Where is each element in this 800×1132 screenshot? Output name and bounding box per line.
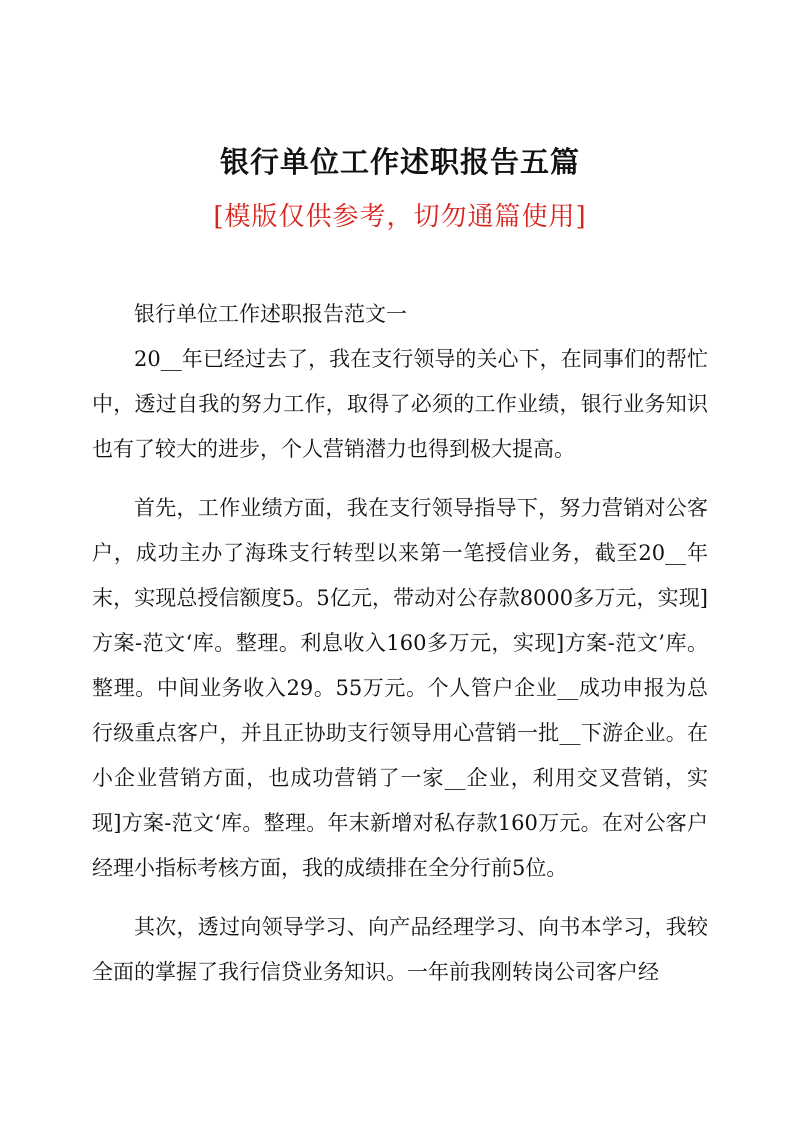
paragraph-1: 20__年已经过去了，我在支行领导的关心下，在同事们的帮忙中，透过自我的努力工作，取得了必须的工作业绩，银行业务知识也有了较大的进步，个人营销潜力也得到极大提高。	[92, 347, 708, 461]
section-heading: 银行单位工作述职报告范文一	[134, 302, 407, 326]
paragraph-3: 其次，透过向领导学习、向产品经理学习、向书本学习，我较全面的掌握了我行信贷业务知识。一年前我刚转岗公司客户经	[92, 915, 708, 984]
document-title: 银行单位工作述职报告五篇	[219, 145, 580, 179]
document-body	[92, 292, 708, 1009]
paragraph-2: 首先，工作业绩方面，我在支行领导指导下，努力营销对公客户，成功主办了海珠支行转型以来第一笔授信业务，截至20__年末，实现总授信额度5。5亿元，带动对公存款8000多万元，实现]方案-范文‘库。整理。利息收入160多万元，实现]方案-范文’库。整理。中间业务收入29。55万元。个人管户企业__成功申报为总行级重点客户，并且正协助支行领导用心营销一批__下游企业。在小企业营销方面，也成功营销了一家__企业，利用交叉营销，实现]方案-范文‘库。整理。年末新增对私存款160万元。在对公客户经理小指标考核方面，我的成绩排在全分行前5位。	[92, 496, 708, 880]
document-subtitle: [模版仅供参考，切勿通篇使用]	[213, 202, 587, 232]
